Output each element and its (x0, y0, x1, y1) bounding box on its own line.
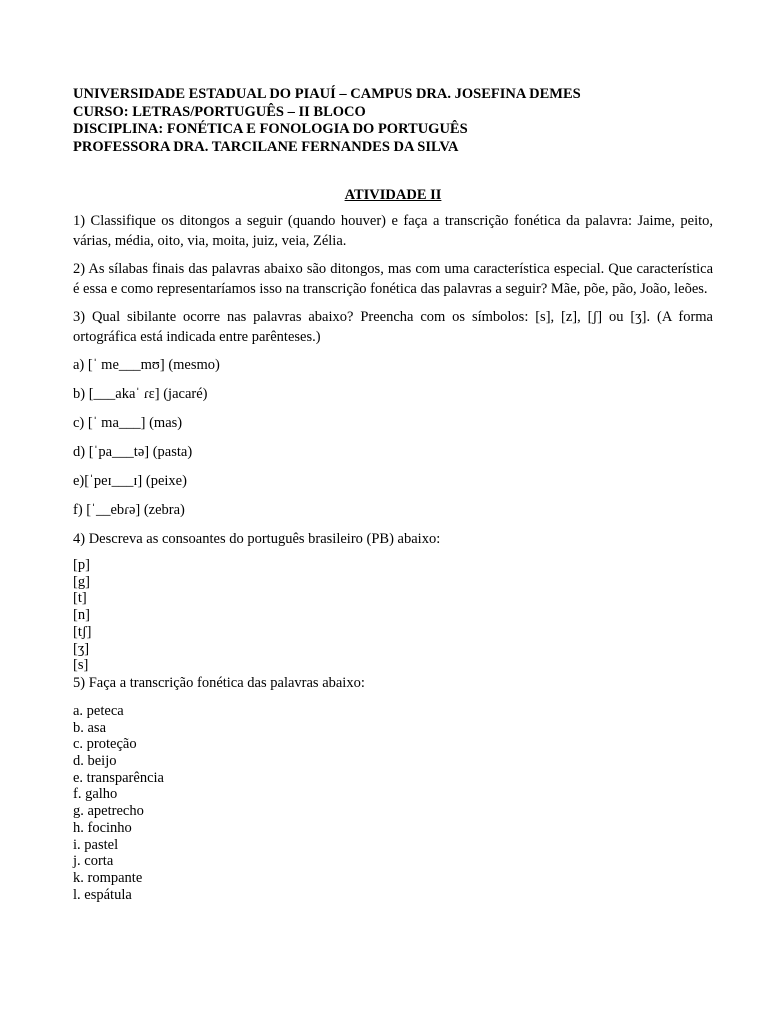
list-item: i. pastel (73, 836, 119, 853)
list-item: [s] (73, 657, 89, 674)
list-item: [ʒ] (73, 640, 90, 657)
list-item: f. galho (73, 786, 118, 803)
list-item: k. rompante (73, 869, 143, 886)
list-item: b) [___akaˈ ɾɛ] (jacaré) (73, 386, 208, 402)
list-item: l. espátula (73, 886, 132, 903)
list-item: h. focinho (73, 819, 132, 836)
list-item: [g] (73, 573, 90, 590)
question-3: 3) Qual sibilante ocorre nas palavras abaixo? Preencha com os símbolos: [s], [z], [ʃ] ou [ʒ]. (A forma ortográfica está indicada entre parênteses.) (73, 309, 713, 345)
header-discipline: DISCIPLINA: FONÉTICA E FONOLOGIA DO PORTUGUÊS (73, 121, 468, 137)
list-item: c. proteção (73, 736, 137, 753)
header-professor: PROFESSORA DRA. TARCILANE FERNANDES DA SILVA (73, 138, 459, 155)
list-item: c) [ˈ ma___] (mas) (73, 415, 183, 431)
list-item: g. apetrecho (73, 803, 144, 820)
activity-title: ATIVIDADE II (344, 187, 442, 203)
question-5-words (73, 703, 713, 903)
list-item: [p] (73, 557, 90, 573)
list-item: a. peteca (73, 702, 124, 719)
header-block (73, 86, 713, 156)
list-item: b. asa (73, 719, 107, 736)
list-item: f) [ˈ__ebɾə] (zebra) (73, 502, 185, 518)
list-item: e)[ˈpeɪ___ɪ] (peixe) (73, 473, 187, 489)
question-5: 5) Faça a transcrição fonética das palavras abaixo: (73, 674, 365, 691)
list-item: [t] (73, 590, 87, 607)
question-1: 1) Classifique os ditongos a seguir (quando houver) e faça a transcrição fonética da palavra: Jaime, peito, várias, média, oito, via, moita, juiz, veia, Zélia. (73, 213, 713, 249)
header-university: UNIVERSIDADE ESTADUAL DO PIAUÍ – CAMPUS DRA. JOSEFINA DEMES (73, 86, 581, 102)
list-item: d) [ˈpa___tə] (pasta) (73, 444, 193, 460)
list-item: e. transparência (73, 769, 164, 786)
list-item: [n] (73, 607, 90, 624)
question-3-items (73, 356, 713, 520)
list-item: a) [ˈ me___mʊ] (mesmo) (73, 357, 220, 373)
list-item: [tʃ] (73, 623, 92, 640)
list-item: j. corta (73, 853, 114, 870)
question-4-consonants (73, 557, 713, 674)
question-2: 2) As sílabas finais das palavras abaixo são ditongos, mas com uma característica especial. Que característica é essa e como representaríamos isso na transcrição fonética das palavras a seguir? Mãe, põe, pão, João, leões. (73, 261, 713, 297)
question-4: 4) Descreva as consoantes do português brasileiro (PB) abaixo: (73, 531, 441, 547)
header-course: CURSO: LETRAS/PORTUGUÊS – II BLOCO (73, 103, 366, 120)
document-page (73, 86, 713, 903)
list-item: d. beijo (73, 753, 117, 770)
